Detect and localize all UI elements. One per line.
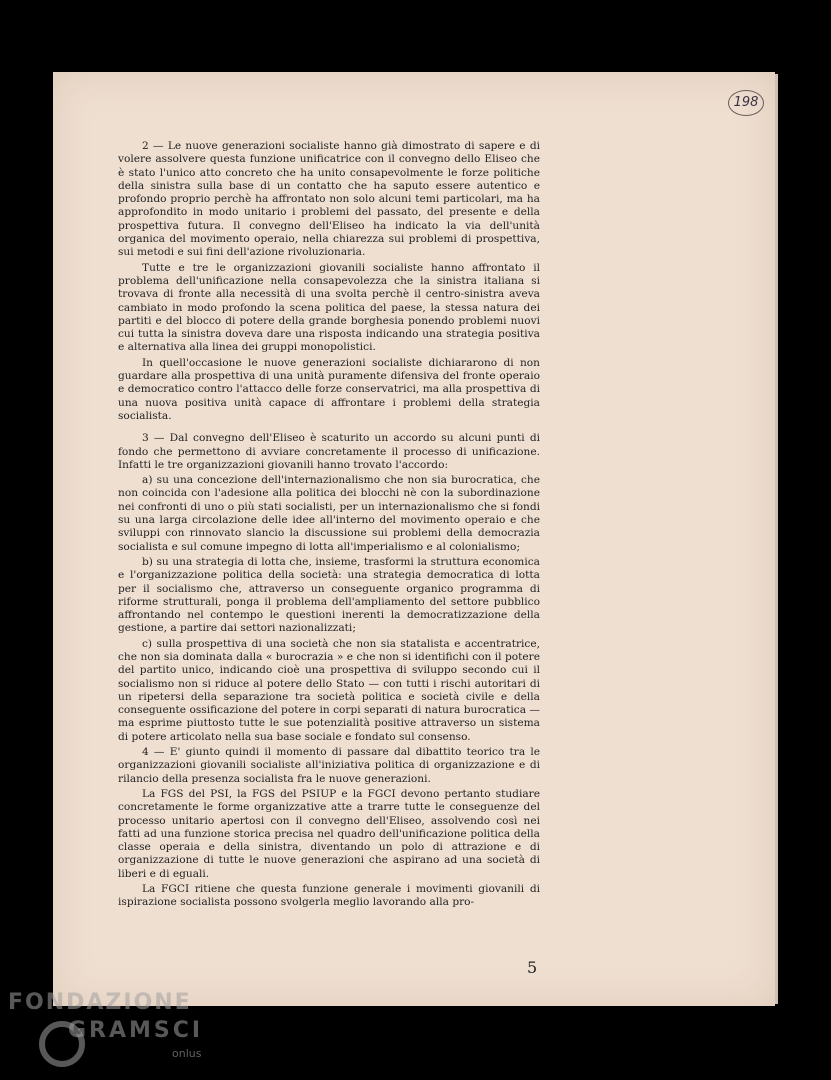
- paragraph: La FGS del PSI, la FGS del PSIUP e la FGCI devono pertanto studiare concretamente le forme organizzative atte a trarre tutte le conseguenze del processo unitario apertosi con il convegno dell'Eliseo, assolvendo così nei fatti ad una funzione storica precisa nel quadro dell'unificazione politica della classe operaia e della sinistra, diventando un polo di attrazione e di organizzazione di tutte le nuove generazioni che aspirano ad una società di liberi e di eguali.: [118, 787, 540, 880]
- watermark-foundation: FONDAZIONE: [8, 990, 192, 1015]
- watermark-onlus: onlus: [172, 1047, 202, 1060]
- body-text: [118, 140, 540, 910]
- list-item: a) su una concezione dell'internazionalismo che non sia burocratica, che non coincida con l'adesione alla politica dei blocchi nè con la subordinazione nei confronti di uno o più stati socialisti, per un internazionalismo che si fondi su una larga circolazione delle idee all'interno del movimento operaio e che sviluppi con rinnovato slancio la discussione sui problemi della democrazia socialista e sul comune impegno di lotta all'imperialismo e al colonialismo;: [118, 474, 540, 553]
- list-item: b) su una strategia di lotta che, insieme, trasformi la struttura economica e l'organizzazione politica della società: una strategia democratica di lotta per il socialismo che, attraverso un conseguente organico programma di riforme strutturali, ponga il problema dell'ampliamento del settore pubblico affrontando nel contempo le questioni inerenti la democratizzazione della gestione, a partire dai settori nazionalizzati;: [118, 555, 540, 635]
- paragraph: 3 — Dal convegno dell'Eliseo è scaturito un accordo su alcuni punti di fondo che permettono di avviare concretamente il processo di unificazione. Infatti le tre organizzazioni giovanili hanno trovato l'accordo:: [118, 432, 540, 471]
- page-number: 5: [527, 958, 538, 977]
- paragraph: Tutte e tre le organizzazioni giovanili socialiste hanno affrontato il problema dell'unificazione nella consapevolezza che la sinistra italiana si trovava di fronte alla necessità di una svolta perchè il centro-sinistra aveva cambiato in modo profondo la scena politica del paese, la stessa natura dei partiti e del blocco di potere della grande borghesia ponendo problemi nuovi cui tutta la sinistra doveva dare una risposta indicando una strategia positiva e alternativa alla linea dei gruppi monopolistici.: [118, 261, 540, 354]
- paragraph: In quell'occasione le nuove generazioni socialiste dichiararono di non guardare alla prospettiva di una unità puramente difensiva del fronte operaio e democratico contro l'attacco delle forze conservatrici, ma alla prospettiva di una nuova positiva unità capace di affrontare i problemi della strategia socialista.: [118, 356, 540, 422]
- paragraph: La FGCI ritiene che questa funzione generale i movimenti giovanili di ispirazione socialista possono svolgerla meglio lavorando alla pro-: [118, 883, 540, 909]
- list-item: c) sulla prospettiva di una società che non sia statalista e accentratrice, che non sia dominata dalla « burocrazia » e che non si identifichi con il potere del partito unico, indicando cioè una prospettiva di sviluppo secondo cui il socialismo non si riduce al potere dello Stato — con tutti i rischi autoritari di un ripetersi della separazione tra società politica e società civile e della conseguente ossificazione del potere in corpi separati di natura burocratica — ma esprime piuttosto tutte le sue potenzialità positive attraverso un sistema di potere articolato nella sua base sociale e fondato sul consenso.: [118, 637, 540, 743]
- watermark-gramsci: GRAMSCI: [68, 1018, 204, 1043]
- paragraph: 2 — Le nuove generazioni socialiste hanno già dimostrato di sapere e di volere assolvere questa funzione unificatrice con il convegno dello Eliseo che è stato l'unico atto concreto che ha unito consapevolmente le forze politiche della sinistra sulla base di un contatto che ha saputo essere autentico e profondo proprio perchè ha affrontato non solo alcuni temi particolari, ma ha approfondito in modo unitario i problemi del passato, del presente e della prospettiva futura. Il convegno dell'Eliseo ha indicato la via dell'unità organica del movimento operaio, nella chiarezza sui problemi di prospettiva, sui metodi e sui fini dell'azione rivoluzionaria.: [118, 140, 540, 259]
- archive-stamp: 198: [728, 90, 764, 116]
- page-edge: [775, 74, 778, 1004]
- paragraph: 4 — E' giunto quindi il momento di passare dal dibattito teorico tra le organizzazioni giovanili socialiste all'iniziativa politica di organizzazione e di rilancio della presenza socialista fra le nuove generazioni.: [118, 746, 540, 785]
